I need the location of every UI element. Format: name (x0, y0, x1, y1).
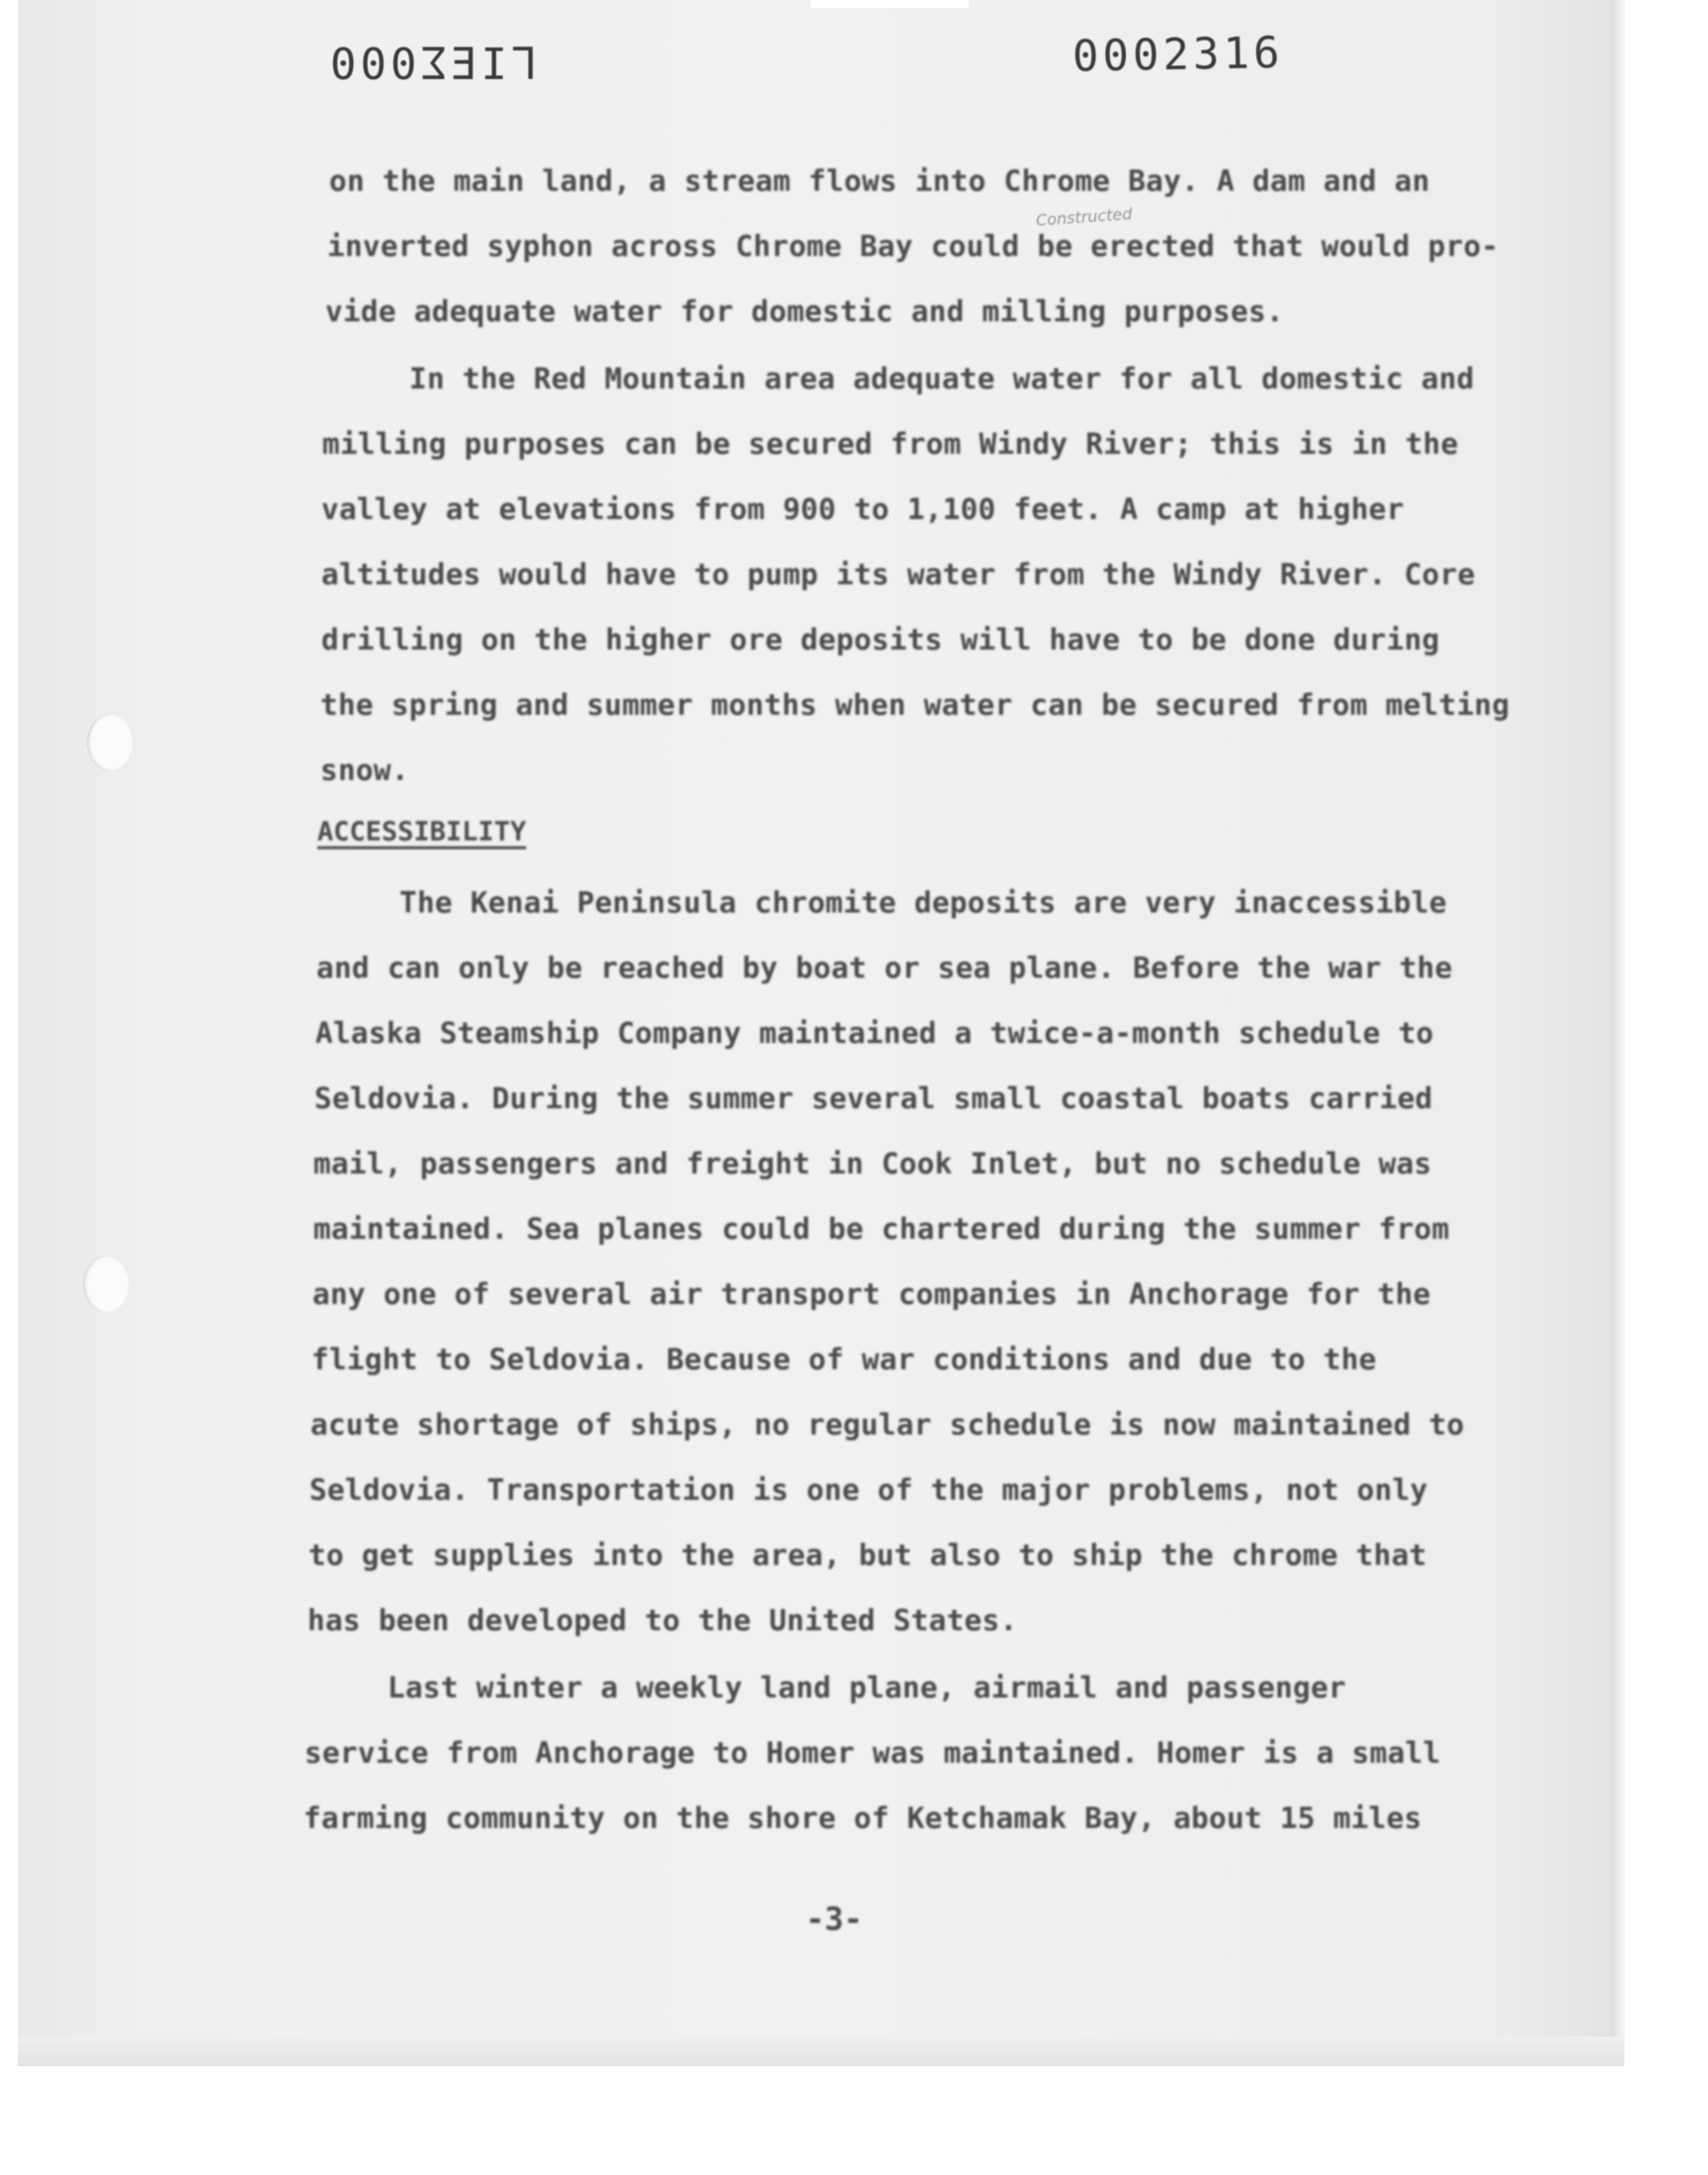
text-line: The Kenai Peninsula chromite deposits are very inaccessible (399, 886, 1447, 919)
bates-number: 0002316 (1071, 28, 1284, 82)
text-line: Seldovia. Transportation is one of the major problems, not only (309, 1473, 1428, 1507)
text-line: has been developed to the United States. (307, 1604, 1018, 1637)
text-line: milling purposes can be secured from Windy River; this is in the (322, 427, 1459, 461)
bates-number-mirrored: ΓIΕΣ000 (326, 40, 538, 90)
text-line: Alaska Steamship Company maintained a twice-a-month schedule to (315, 1016, 1434, 1050)
text-line: valley at elevations from 900 to 1,100 feet. A camp at higher (321, 492, 1405, 526)
text-line: service from Anchorage to Homer was maintained. Homer is a small (304, 1736, 1441, 1770)
text-line: on the main land, a stream flows into Chrome Bay. A dam and an (329, 164, 1430, 198)
text-line: Last winter a weekly land plane, airmail and passenger (387, 1671, 1346, 1704)
text-line: altitudes would have to pump its water from the Windy River. Core (321, 558, 1476, 591)
text-line: snow. (320, 753, 409, 787)
text-line: any one of several air transport companies in Anchorage for the (312, 1277, 1431, 1311)
text-line: farming community on the shore of Ketchamak Bay, about 15 miles (303, 1801, 1422, 1835)
text-line: In the Red Mountain area adequate water for all domestic and (409, 362, 1475, 395)
text-line: vide adequate water for domestic and milling purposes. (325, 295, 1284, 328)
page-number: -3- (806, 1900, 863, 1938)
text-line: maintained. Sea planes could be chartered during the summer from (313, 1212, 1450, 1246)
text-line: and can only be reached by boat or sea plane. Before the war the (316, 951, 1453, 985)
section-heading: ACCESSIBILITY (317, 817, 527, 847)
text-line: Seldovia. During the summer several small coastal boats carried (314, 1082, 1433, 1115)
text-line: to get supplies into the area, but also to ship the chrome that (308, 1538, 1427, 1572)
handwritten-annotation: Constructed (1035, 204, 1134, 230)
text-line: flight to Seldovia. Because of war conditions and due to the (311, 1343, 1377, 1376)
text-line: mail, passengers and freight in Cook Inlet, but no schedule was (313, 1147, 1432, 1180)
text-line: inverted syphon across Chrome Bay could be erected that would pro- (327, 229, 1499, 263)
text-line: acute shortage of ships, no regular schedule is now maintained to (310, 1408, 1465, 1441)
text-line: drilling on the higher ore deposits will have to be done during (321, 623, 1440, 656)
text-line: the spring and summer months when water can be secured from melting (320, 688, 1510, 722)
